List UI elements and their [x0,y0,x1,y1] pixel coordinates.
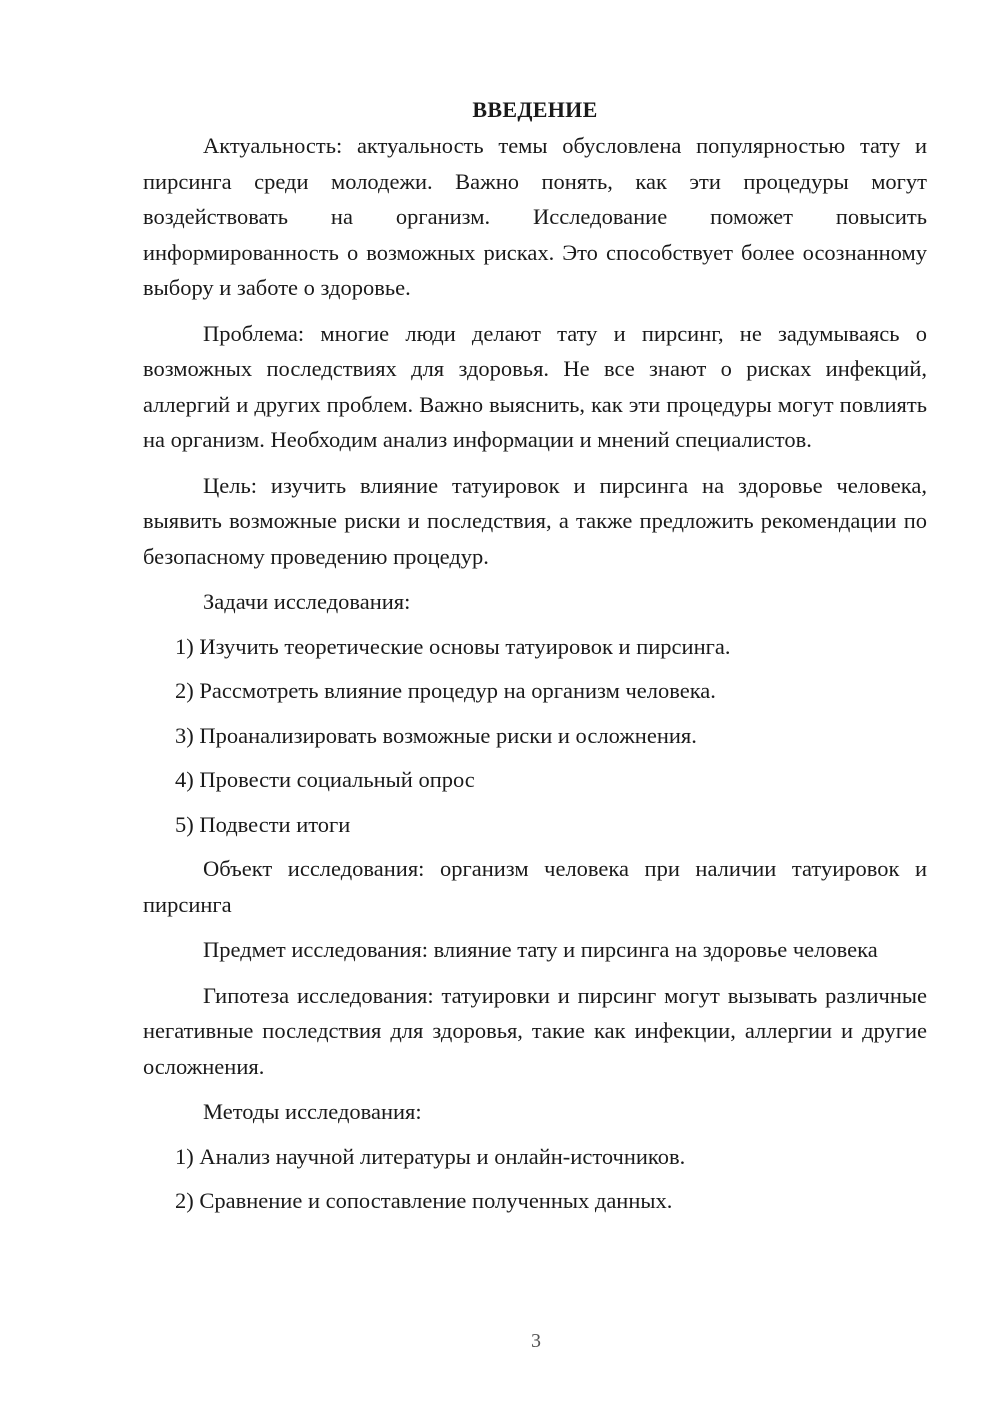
method-item: 1) Анализ научной литературы и онлайн-источников. [175,1143,686,1169]
paragraph-goal: Цель: изучить влияние татуировок и пирсинга на здоровье человека, выявить возможные риски и последствия, а также предложить рекомендации по безопасному проведению процедур. [143,472,927,569]
task-item: 4) Провести социальный опрос [175,767,475,792]
task-item: 2) Рассмотреть влияние процедур на организм человека. [175,678,716,703]
tasks-label: Задачи исследования: [203,589,411,614]
task-item: 5) Подвести итоги [175,811,351,837]
section-heading: ВВЕДЕНИЕ [472,97,598,122]
paragraph-problem: Проблема: многие люди делают тату и пирсинг, не задумываясь о возможных последствиях для здоровья. Не все знают о рисках инфекций, аллергий и других проблем. Важно выяснить, как эти процедуры могут повлиять на организм. Необходим анализ информации и мнений специалистов. [143,320,927,452]
methods-label: Методы исследования: [203,1099,422,1124]
paragraph-subject: Предмет исследования: влияние тату и пирсинга на здоровье человека [203,937,878,962]
paragraph-object: Объект исследования: организм человека при наличии татуировок и пирсинга [143,856,927,917]
document-page [143,92,927,1219]
method-item: 2) Сравнение и сопоставление полученных данных. [175,1188,673,1213]
paragraph-hypothesis: Гипотеза исследования: татуировки и пирсинг могут вызывать различные негативные последствия для здоровья, такие как инфекции, аллергии и другие осложнения. [143,982,927,1079]
page-number: 3 [531,1330,541,1352]
paragraph-relevance: Актуальность: актуальность темы обусловлена популярностью тату и пирсинга среди молодежи. Важно понять, как эти процедуры могут воздействовать на организм. Исследование поможет повысить информированность о возможных рисках. Это способствует более осознанному выбору и заботе о здоровье. [143,133,927,300]
task-item: 1) Изучить теоретические основы татуировок и пирсинга. [175,633,731,659]
task-item: 3) Проанализировать возможные риски и осложнения. [175,722,697,748]
